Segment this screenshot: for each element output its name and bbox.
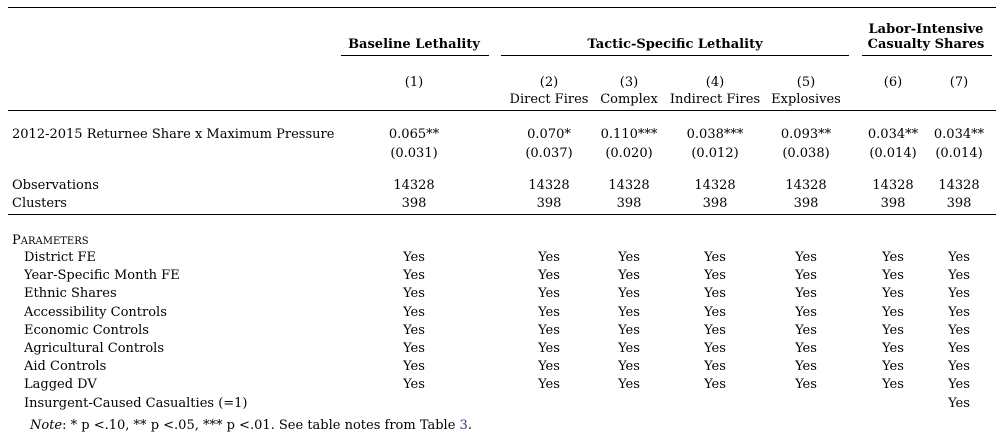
header-rule bbox=[8, 110, 996, 111]
parameter-cell: Yes bbox=[403, 323, 425, 338]
stat-cell: 14328 bbox=[872, 178, 914, 193]
stat-cell: 14328 bbox=[528, 178, 570, 193]
parameter-cell: Yes bbox=[704, 286, 726, 301]
stats-rule bbox=[8, 214, 996, 215]
group-header-labor-line2: Casualty Shares bbox=[867, 37, 985, 52]
coef-cell: 0.110*** bbox=[600, 127, 658, 142]
stat-cell: 14328 bbox=[785, 178, 827, 193]
stat-label-clusters: Clusters bbox=[12, 196, 67, 211]
parameter-cell: Yes bbox=[795, 305, 817, 320]
group-underline-labor bbox=[862, 55, 992, 56]
se-cell: (0.014) bbox=[869, 146, 917, 161]
stat-label-observations: Observations bbox=[12, 178, 99, 193]
group-header-baseline: Baseline Lethality bbox=[348, 37, 480, 52]
parameter-cell: Yes bbox=[795, 286, 817, 301]
parameter-cell: Yes bbox=[948, 377, 970, 392]
stat-cell: 14328 bbox=[694, 178, 736, 193]
parameter-cell: Yes bbox=[882, 377, 904, 392]
parameter-cell: Yes bbox=[704, 359, 726, 374]
column-number: (7) bbox=[949, 75, 969, 90]
se-cell: (0.038) bbox=[782, 146, 830, 161]
parameter-label: District FE bbox=[24, 250, 96, 265]
parameter-cell: Yes bbox=[618, 377, 640, 392]
table-note bbox=[30, 418, 472, 434]
parameter-cell: Yes bbox=[618, 286, 640, 301]
parameter-cell: Yes bbox=[882, 268, 904, 283]
parameter-cell: Yes bbox=[948, 268, 970, 283]
stat-cell: 398 bbox=[946, 196, 972, 211]
parameter-cell: Yes bbox=[948, 305, 970, 320]
parameter-cell: Yes bbox=[795, 377, 817, 392]
column-number: (6) bbox=[883, 75, 903, 90]
parameter-cell: Yes bbox=[882, 286, 904, 301]
coef-cell: 0.038*** bbox=[686, 127, 744, 142]
parameter-cell: Yes bbox=[538, 359, 560, 374]
parameter-cell: Yes bbox=[795, 268, 817, 283]
column-label: Complex bbox=[600, 92, 658, 107]
parameter-cell: Yes bbox=[948, 359, 970, 374]
parameter-cell: Yes bbox=[704, 250, 726, 265]
parameter-label: Accessibility Controls bbox=[24, 305, 167, 320]
column-number: (3) bbox=[619, 75, 639, 90]
parameter-cell: Yes bbox=[948, 323, 970, 338]
stat-cell: 398 bbox=[536, 196, 562, 211]
parameter-cell: Yes bbox=[704, 305, 726, 320]
parameter-cell: Yes bbox=[948, 250, 970, 265]
parameter-cell: Yes bbox=[704, 377, 726, 392]
parameter-cell: Yes bbox=[618, 359, 640, 374]
column-label: Indirect Fires bbox=[669, 92, 761, 107]
se-cell: (0.031) bbox=[390, 146, 438, 161]
coef-cell: 0.093** bbox=[780, 127, 832, 142]
parameters-heading-first: P bbox=[12, 233, 21, 248]
column-number: (5) bbox=[796, 75, 816, 90]
stat-cell: 398 bbox=[702, 196, 728, 211]
parameter-cell: Yes bbox=[882, 323, 904, 338]
main-row-label: 2012-2015 Returnee Share x Maximum Pressure bbox=[12, 127, 335, 142]
parameter-cell: Yes bbox=[618, 305, 640, 320]
coef-cell: 0.065** bbox=[388, 127, 440, 142]
stat-cell: 398 bbox=[401, 196, 427, 211]
column-label: Explosives bbox=[771, 92, 841, 107]
stat-cell: 14328 bbox=[393, 178, 435, 193]
parameter-cell: Yes bbox=[538, 377, 560, 392]
parameter-label: Year-Specific Month FE bbox=[24, 268, 180, 283]
parameter-cell: Yes bbox=[403, 286, 425, 301]
parameter-cell: Yes bbox=[882, 341, 904, 356]
column-number: (2) bbox=[539, 75, 559, 90]
parameter-label: Ethnic Shares bbox=[24, 286, 117, 301]
parameter-cell: Yes bbox=[403, 268, 425, 283]
parameter-cell: Yes bbox=[704, 323, 726, 338]
group-header-tactic: Tactic-Specific Lethality bbox=[587, 37, 763, 52]
column-number: (4) bbox=[705, 75, 725, 90]
parameter-label: Lagged DV bbox=[24, 377, 97, 392]
coef-cell: 0.034** bbox=[933, 127, 985, 142]
parameters-heading bbox=[12, 233, 89, 250]
top-rule bbox=[8, 7, 996, 8]
group-underline-baseline bbox=[341, 55, 489, 56]
parameter-cell: Yes bbox=[948, 286, 970, 301]
parameter-cell: Yes bbox=[538, 268, 560, 283]
parameter-cell: Yes bbox=[538, 323, 560, 338]
parameter-cell: Yes bbox=[795, 323, 817, 338]
parameter-cell: Yes bbox=[882, 250, 904, 265]
stat-cell: 398 bbox=[880, 196, 906, 211]
group-underline-tactic bbox=[501, 55, 849, 56]
note-text: : * p <.10, ** p <.05, *** p <.01. See table notes from Table bbox=[62, 418, 460, 433]
note-label: Note bbox=[30, 418, 63, 433]
parameter-cell: Yes bbox=[403, 250, 425, 265]
stat-cell: 398 bbox=[793, 196, 819, 211]
parameter-cell: Yes bbox=[795, 359, 817, 374]
parameter-cell: Yes bbox=[538, 250, 560, 265]
stat-cell: 14328 bbox=[608, 178, 650, 193]
parameter-cell: Yes bbox=[538, 305, 560, 320]
parameter-cell: Yes bbox=[538, 341, 560, 356]
parameter-label: Aid Controls bbox=[24, 359, 107, 374]
parameter-cell: Yes bbox=[618, 250, 640, 265]
coef-cell: 0.034** bbox=[867, 127, 919, 142]
parameter-cell: Yes bbox=[618, 323, 640, 338]
parameter-cell: Yes bbox=[403, 359, 425, 374]
parameter-cell: Yes bbox=[704, 268, 726, 283]
parameter-cell: Yes bbox=[403, 341, 425, 356]
se-cell: (0.014) bbox=[935, 146, 983, 161]
se-cell: (0.012) bbox=[691, 146, 739, 161]
parameter-cell: Yes bbox=[795, 341, 817, 356]
parameter-cell: Yes bbox=[795, 250, 817, 265]
parameter-label: Economic Controls bbox=[24, 323, 149, 338]
se-cell: (0.037) bbox=[525, 146, 573, 161]
parameter-cell: Yes bbox=[403, 377, 425, 392]
parameter-cell: Yes bbox=[704, 341, 726, 356]
group-header-labor-line1: Labor-Intensive bbox=[868, 22, 984, 37]
parameter-label: Insurgent-Caused Casualties (=1) bbox=[24, 396, 248, 411]
coef-cell: 0.070* bbox=[527, 127, 571, 142]
stat-cell: 14328 bbox=[938, 178, 980, 193]
parameter-cell: Yes bbox=[882, 305, 904, 320]
column-number: (1) bbox=[404, 75, 424, 90]
parameter-cell: Yes bbox=[882, 359, 904, 374]
note-end: . bbox=[467, 418, 472, 433]
stat-cell: 398 bbox=[616, 196, 642, 211]
parameter-cell: Yes bbox=[618, 341, 640, 356]
parameters-heading-rest: ARAMETERS bbox=[20, 236, 89, 247]
note-table-ref[interactable]: 3 bbox=[459, 418, 468, 433]
parameter-label: Agricultural Controls bbox=[24, 341, 164, 356]
parameter-cell: Yes bbox=[948, 396, 970, 411]
se-cell: (0.020) bbox=[605, 146, 653, 161]
parameter-cell: Yes bbox=[538, 286, 560, 301]
column-label: Direct Fires bbox=[509, 92, 589, 107]
parameter-cell: Yes bbox=[403, 305, 425, 320]
parameter-cell: Yes bbox=[618, 268, 640, 283]
parameter-cell: Yes bbox=[948, 341, 970, 356]
